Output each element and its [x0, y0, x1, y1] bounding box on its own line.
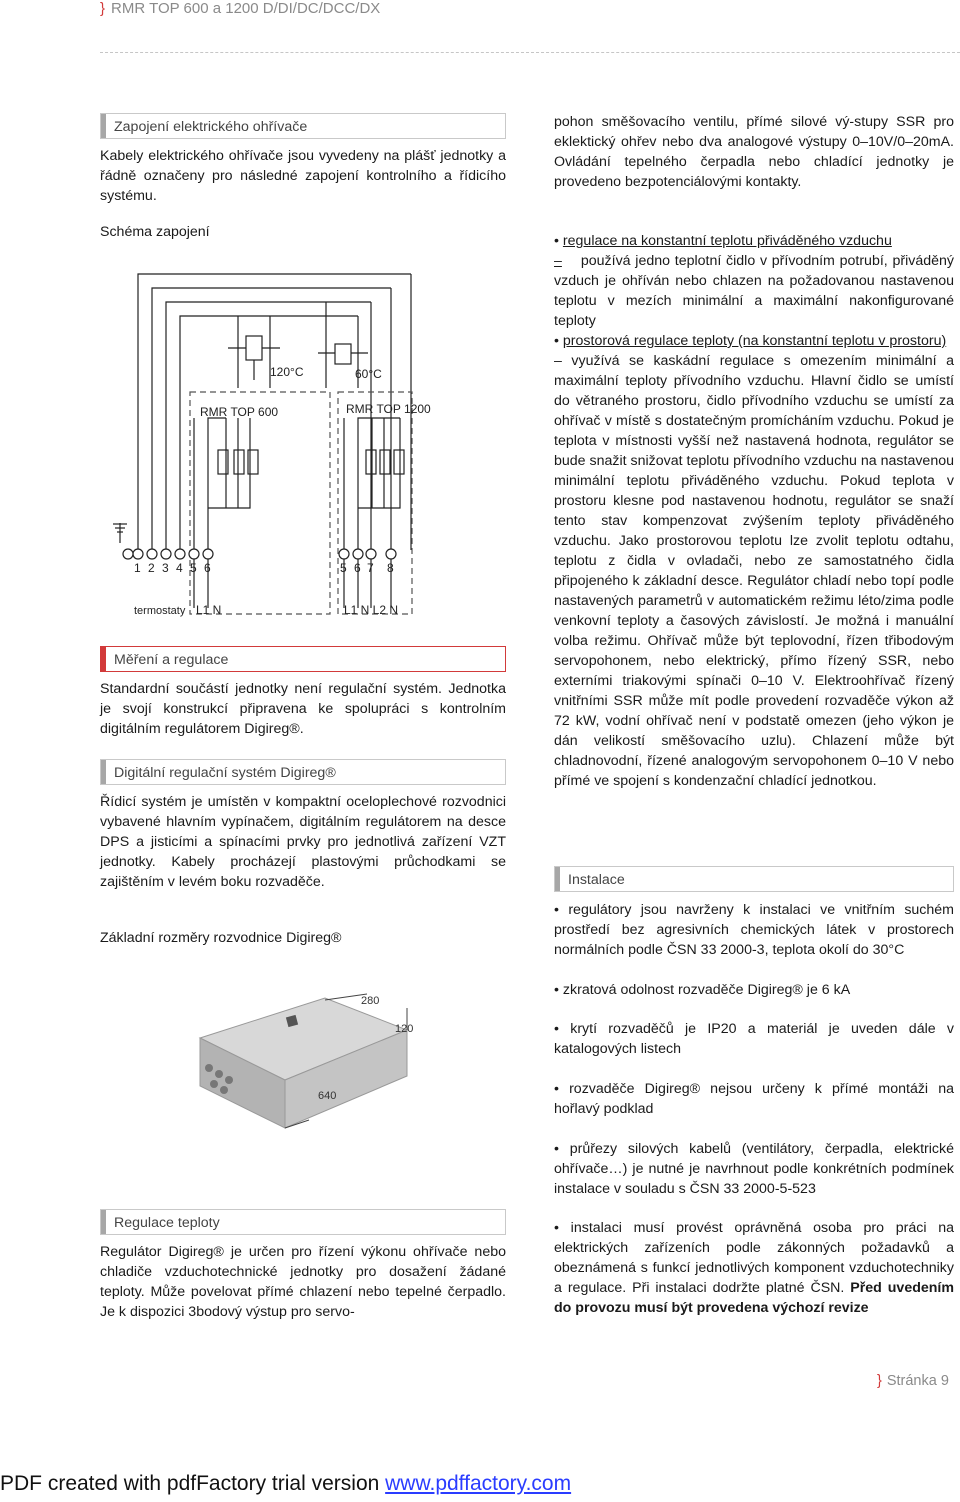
dash-marker: – [554, 253, 562, 269]
termostaty-label: termostaty [134, 605, 186, 617]
terminal-r6: 6 [354, 561, 361, 575]
section-title-box [554, 866, 954, 892]
supply-left-label: L1 N [196, 603, 222, 617]
bullet-1-body [554, 251, 954, 331]
dimensions-label: Základní rozměry rozvodnice Digireg® [100, 930, 342, 946]
install-item-5: • průřezy silových kabelů (ventilátory, čerpadla, elektrické ohřívače…) je nutné je navrhnout podle konkrétních podmínek instalace v souladu s ČSN 33 2000-5-523 [554, 1141, 954, 1197]
pdffactory-link[interactable]: www.pdffactory.com [385, 1472, 572, 1495]
install-item-1: • regulátory jsou navrženy k instalaci ve vnitřním suchém prostředí bez agresivních chemických látek v prostorech normálních podle ČSN 33 2000-3, teplota okolí do 30°C [554, 902, 954, 958]
install-item-2: • zkratová odolnost rozvaděče Digireg® je 6 kA [554, 982, 851, 998]
supply-right-label: L1 N L2 N [344, 603, 399, 617]
page-number-text: Stránka 9 [886, 1373, 949, 1389]
header-divider [100, 52, 960, 53]
bullet-marker: • [554, 233, 559, 249]
section-title: Instalace [568, 872, 625, 888]
section-title-box [100, 646, 506, 672]
install-item-6-text: • instalaci musí provést oprávněná osoba pro práci na elektrických zařízeních podle zákonných požadavků a obeznámená s funkcí jednotlivých komponent vzduchotechniky a regulace. Při instalaci dodržte platné ČSN. [554, 1220, 954, 1296]
right-paragraph-1: pohon směšovacího ventilu, přímé silové vý-stupy SSR pro eklektický ohřev nebo dva analogové výstupy 0–10V/0–20mA. Ovládání tepelného čerpadla nebo chladící jednotky je provedeno bezpotenciálovými kontakty. [554, 114, 954, 190]
bullet-2-body [554, 351, 954, 791]
bullet-1-head [554, 231, 954, 251]
section-title-box [100, 759, 506, 785]
terminal-5: 5 [190, 561, 197, 575]
bullet-1-title: regulace na konstantní teplotu přiváděného vzduchu [562, 233, 892, 249]
section-temperature-control [100, 1209, 506, 1322]
schema-label: Schéma zapojení [100, 224, 210, 240]
wiring-diagram [108, 268, 431, 626]
pdf-notice [0, 1472, 571, 1496]
dash-marker: – [554, 353, 562, 369]
regulation-bullets [554, 231, 954, 791]
section-electric-heater [100, 113, 506, 206]
dimension-120: 120 [395, 1023, 414, 1035]
section-measurement [100, 646, 506, 739]
section-title-box [100, 113, 506, 139]
terminal-6: 6 [204, 561, 211, 575]
unit-label-2: RMR TOP 1200 [346, 402, 431, 416]
install-item-4: • rozvaděče Digireg® nejsou určeny k přímé montáži na hořlavý podklad [554, 1081, 954, 1117]
terminal-4: 4 [176, 561, 183, 575]
enclosure-illustration [185, 988, 425, 1148]
terminal-2: 2 [148, 561, 155, 575]
install-item-3: • krytí rozvaděčů je IP20 a materiál je uveden dále v katalogových listech [554, 1021, 954, 1057]
section-title: Zapojení elektrického ohřívače [114, 119, 308, 135]
section-digireg [100, 759, 506, 892]
bullet-2-head [554, 331, 954, 351]
temp-label-1: 120°C [270, 365, 304, 379]
footer-brace: } [877, 1373, 882, 1389]
temp-label-2: 60°C [355, 367, 382, 381]
terminal-r5: 5 [340, 561, 347, 575]
section-text: Standardní součástí jednotky není regulační systém. Jednotka je svojí konstrukcí připravena ke spolupráci s kontrolním digitálním regulátorem Digireg®. [100, 681, 506, 737]
terminal-r7: 7 [367, 561, 374, 575]
section-title: Měření a regulace [114, 652, 229, 668]
section-title-box [100, 1209, 506, 1235]
section-text: Řídicí systém je umístěn v kompaktní oceloplechové rozvodnici vybavené hlavním vypínačem, digitálním regulátorem na desce DPS a jisticími a spínacími prvky pro jednotlivá zařízení VZT jednotky. Kabely procházejí plastovými průchodkami se zajištěním v levém boku rozvaděče. [100, 794, 506, 890]
section-text: Regulátor Digireg® je určen pro řízení výkonu ohřívače nebo chladiče vzduchotechnické jednotky pro dosažení žádané teploty. Může povelovat přímé chlazení nebo tepelné čerpadlo. Je k dispozici 3bodový výstup pro servo- [100, 1244, 506, 1320]
bullet-marker: • [554, 333, 559, 349]
terminal-3: 3 [162, 561, 169, 575]
section-title: Regulace teploty [114, 1215, 220, 1231]
install-item-6-bold: Před uvedením do provozu musí být provedena výchozí revize [554, 1280, 954, 1316]
dimension-280: 280 [361, 995, 380, 1007]
section-text: Kabely elektrického ohřívače jsou vyvedeny na plášť jednotky a řádně označeny pro následné zapojení kontrolního a řídicího systému. [100, 148, 506, 204]
install-item-6 [554, 1218, 954, 1318]
terminal-1: 1 [134, 561, 141, 575]
pdf-notice-text: PDF created with pdfFactory trial version [0, 1472, 386, 1495]
bullet-2-title: prostorová regulace teploty (na konstantní teplotu v prostoru) [562, 333, 947, 349]
page-header [100, 0, 380, 20]
dimension-640: 640 [318, 1090, 337, 1102]
section-installation [554, 866, 954, 892]
unit-label-1: RMR TOP 600 [200, 405, 279, 419]
section-title: Digitální regulační systém Digireg® [114, 765, 336, 781]
terminal-r8: 8 [387, 561, 394, 575]
bullet-1-text: používá jedno teplotní čidlo v přívodním potrubí, přiváděný vzduch je ohříván nebo chlazen na požadovanou nastavenou teplotu v mezích minimální a maximální nakonfigurované teploty [554, 253, 954, 329]
header-title: RMR TOP 600 a 1200 D/DI/DC/DCC/DX [111, 0, 381, 17]
page-number [877, 1373, 949, 1389]
bullet-2-text: využívá se kaskádní regulace s omezením minimální a maximální teploty přívodního vzduchu. Hlavní čidlo se umístí do větraného prostoru, čidlo přívodního vzduchu se umístí za ohřívač v místě s dostatečným promícháním vzduchu. Pokud je teplota v místnosti vyšší než nastavená hodnota, regulátor se bude snažit snižovat teplotu přívodního vzduchu na nastavenou minimální teplotu přiváděného vzduchu. Pokud teplota v prostoru klesne pod nastavenou hodnotu, regulátor se snaží tento stav kompenzovat zvýšením teploty přiváděného vzduchu. Jako prostorovou teplotu lze zvolit teplotu odtahu, teplotu z čidla v ovladači, nebo ze samostatného čidla připojeného k základní desce. Regulátor chladí nebo topí podle nastavených parametrů v automatickém režimu léto/zima podle venkovní teploty a časových závislostí. Je možná i manuální volba režimu. Ohřívač může být teplovodní, řízen třibodovým servopohonem, nebo elektrický, přímo řízený SSR, nebo externími triakovými spínači 0–10 V. Elektroohřívač řízený vnitřními SSR může mít podle provedení rozvaděče výkon až 72 kW, vodní ohřívač není v podstatě omezen (jeho výkon je dán velikostí směšovacího uzlu). Chlazení může být chladnovodní, řízené analogovým servopohonem 0–10 V nebo přímé ve spojení s kondenzační chladící jednotkou. [554, 353, 954, 789]
header-brace: } [100, 0, 106, 17]
